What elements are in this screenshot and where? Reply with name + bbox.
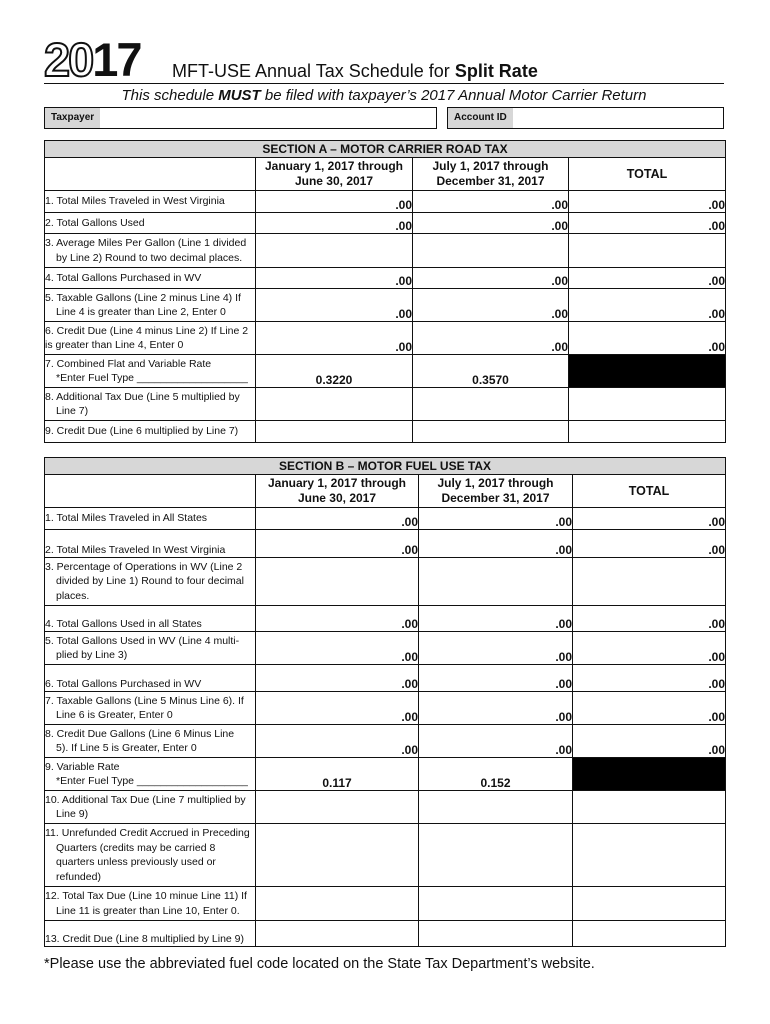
a-row4-desc xyxy=(45,268,256,289)
a-row8-l1: 8. Additional Tax Due (Line 5 multiplied by xyxy=(45,390,240,403)
account-id-input[interactable] xyxy=(513,108,723,128)
b-row5-l2: plied by Line 3) xyxy=(56,649,128,661)
b-row13-l1: 13. Credit Due (Line 8 multiplied by Line 9) xyxy=(45,932,245,945)
a-row2-l1: 2. Total Gallons Used xyxy=(45,216,145,229)
a-row2-c3[interactable]: .00 xyxy=(569,213,726,234)
b-row4-desc xyxy=(45,606,256,632)
section-a-row xyxy=(45,234,726,268)
section-b-row xyxy=(45,665,726,692)
b-row7-desc xyxy=(45,692,256,725)
a-row7-c1: 0.3220 xyxy=(256,355,413,388)
b-col2-line2: December 31, 2017 xyxy=(441,491,550,505)
b-row11-l4: refunded) xyxy=(56,870,101,883)
b-row2-c2[interactable]: .00 xyxy=(419,530,573,558)
a-row9-l1: 9. Credit Due (Line 6 multiplied by Line 7) xyxy=(45,425,239,438)
b-row11-c1[interactable] xyxy=(256,824,419,887)
section-a-row xyxy=(45,322,726,355)
a-row1-desc xyxy=(45,191,256,213)
b-row10-c2[interactable] xyxy=(419,791,573,824)
section-b-row xyxy=(45,791,726,824)
b-row11-c2[interactable] xyxy=(419,824,573,887)
a-row6-desc xyxy=(45,322,256,355)
b-row5-c1[interactable]: .00 xyxy=(256,632,419,665)
a-row8-l2: Line 7) xyxy=(56,405,89,417)
a-row3-l2: by Line 2) Round to two decimal places. xyxy=(56,251,243,264)
b-row4-c3[interactable]: .00 xyxy=(573,606,726,632)
b-row8-c2[interactable]: .00 xyxy=(419,725,573,758)
b-row13-c1[interactable] xyxy=(256,921,419,947)
b-row3-l2: divided by Line 1) Round to four decimal xyxy=(56,575,244,588)
subtitle-pre: This schedule xyxy=(121,87,219,104)
section-a-total-head: TOTAL xyxy=(569,158,726,191)
a-row7-blacked-cell xyxy=(569,355,726,388)
section-b-corner xyxy=(45,475,256,508)
b-row12-c2[interactable] xyxy=(419,887,573,921)
b-row11-l3: quarters unless previously used or xyxy=(56,856,216,868)
section-b-col2-head xyxy=(419,475,573,508)
account-id-label: Account ID xyxy=(448,108,513,128)
b-row6-c1[interactable]: .00 xyxy=(256,665,419,692)
header-rule xyxy=(44,83,724,84)
b-row11-desc xyxy=(45,824,256,887)
a-row9-c2[interactable] xyxy=(413,421,569,443)
b-row11-l1: 11. Unrefunded Credit Accrued in Preceding xyxy=(45,827,250,839)
a-row6-c2[interactable]: .00 xyxy=(413,322,569,355)
b-row10-c1[interactable] xyxy=(256,791,419,824)
account-id-field[interactable] xyxy=(447,107,724,129)
b-col2-line1: July 1, 2017 through xyxy=(437,476,554,490)
b-row6-c3[interactable]: .00 xyxy=(573,665,726,692)
a-row2-c2[interactable]: .00 xyxy=(413,213,569,234)
a-col1-line2: June 30, 2017 xyxy=(294,174,374,188)
section-a-col1-head xyxy=(256,158,413,191)
section-a-row xyxy=(45,421,726,443)
form-subtitle xyxy=(44,87,724,105)
taxpayer-label: Taxpayer xyxy=(45,108,100,128)
section-b-row xyxy=(45,887,726,921)
b-row2-c1[interactable]: .00 xyxy=(256,530,419,558)
section-b-row xyxy=(45,508,726,530)
a-row1-c3[interactable]: .00 xyxy=(569,191,726,213)
a-row3-c1[interactable] xyxy=(256,234,413,268)
b-row12-c1[interactable] xyxy=(256,887,419,921)
a-row4-c3[interactable]: .00 xyxy=(569,268,726,289)
a-row5-c2[interactable]: .00 xyxy=(413,289,569,322)
a-row8-desc xyxy=(45,388,256,421)
b-row12-l1: 12. Total Tax Due (Line 10 minue Line 11) If xyxy=(45,890,247,902)
b-row9-l1: 9. Variable Rate xyxy=(45,760,120,773)
section-a-col2-head xyxy=(413,158,569,191)
form-title xyxy=(172,60,538,82)
b-row9-l2: *Enter Fuel Type ___________________ xyxy=(56,775,248,787)
b-row9-c1: 0.117 xyxy=(256,758,419,791)
a-row5-c1[interactable]: .00 xyxy=(256,289,413,322)
section-a-row xyxy=(45,191,726,213)
section-a-row xyxy=(45,289,726,322)
a-row3-c3[interactable] xyxy=(569,234,726,268)
a-row3-l1: 3. Average Miles Per Gallon (Line 1 divided xyxy=(45,237,247,249)
a-row6-c3[interactable]: .00 xyxy=(569,322,726,355)
b-row4-l1: 4. Total Gallons Used in all States xyxy=(45,617,202,630)
b-row7-c2[interactable]: .00 xyxy=(419,692,573,725)
a-row7-l1: 7. Combined Flat and Variable Rate xyxy=(45,357,212,370)
a-row6-c1[interactable]: .00 xyxy=(256,322,413,355)
b-row3-c2[interactable] xyxy=(419,558,573,606)
section-b-row xyxy=(45,824,726,887)
subtitle-bold: MUST xyxy=(218,87,261,104)
b-row8-c3[interactable]: .00 xyxy=(573,725,726,758)
b-row7-l2: Line 6 is Greater, Enter 0 xyxy=(56,709,173,721)
b-row12-c3[interactable] xyxy=(573,887,726,921)
section-b-row xyxy=(45,758,726,791)
b-row6-l1: 6. Total Gallons Purchased in WV xyxy=(45,677,202,690)
a-row5-l2: Line 4 is greater than Line 2, Enter 0 xyxy=(56,306,226,318)
b-row6-desc xyxy=(45,665,256,692)
b-row2-desc xyxy=(45,530,256,558)
a-row7-c2: 0.3570 xyxy=(413,355,569,388)
b-row3-c1[interactable] xyxy=(256,558,419,606)
b-row2-c3[interactable]: .00 xyxy=(573,530,726,558)
b-row3-c3[interactable] xyxy=(573,558,726,606)
a-row8-c3[interactable] xyxy=(569,388,726,421)
a-row2-c1[interactable]: .00 xyxy=(256,213,413,234)
b-row8-l1: 8. Credit Due Gallons (Line 6 Minus Line xyxy=(45,727,235,740)
a-col2-line2: December 31, 2017 xyxy=(436,174,545,188)
section-a-corner xyxy=(45,158,256,191)
a-row2-desc xyxy=(45,213,256,234)
a-col1-line1: January 1, 2017 through xyxy=(264,159,404,173)
b-row13-c2[interactable] xyxy=(419,921,573,947)
a-row1-c2[interactable]: .00 xyxy=(413,191,569,213)
fuel-code-footnote: *Please use the abbreviated fuel code located on the State Tax Department’s website. xyxy=(44,956,595,972)
b-row12-desc xyxy=(45,887,256,921)
b-row8-c1[interactable]: .00 xyxy=(256,725,419,758)
section-b-row xyxy=(45,558,726,606)
b-row9-c2: 0.152 xyxy=(419,758,573,791)
b-row1-c1[interactable]: .00 xyxy=(256,508,419,530)
b-row10-l2: Line 9) xyxy=(56,808,89,820)
section-a-row xyxy=(45,388,726,421)
form-title-main: MFT-USE Annual Tax Schedule for xyxy=(172,61,455,81)
b-row3-desc xyxy=(45,558,256,606)
b-row8-desc xyxy=(45,725,256,758)
b-row9-blacked-cell xyxy=(573,758,726,791)
a-row1-l1: 1. Total Miles Traveled in West Virginia xyxy=(45,195,225,208)
a-row7-desc xyxy=(45,355,256,388)
subtitle-post: be filed with taxpayer’s 2017 Annual Motor Carrier Return xyxy=(260,87,647,104)
b-row13-desc xyxy=(45,921,256,947)
form-title-bold: Split Rate xyxy=(454,61,538,81)
year-logo xyxy=(44,33,141,86)
section-a-table xyxy=(44,140,726,443)
b-row2-l1: 2. Total Miles Traveled In West Virginia xyxy=(45,543,226,556)
taxpayer-input[interactable] xyxy=(100,108,436,128)
a-col2-line1: July 1, 2017 through xyxy=(432,159,549,173)
b-row4-c2[interactable]: .00 xyxy=(419,606,573,632)
section-a-row xyxy=(45,213,726,234)
b-row11-l2: Quarters (credits may be carried 8 xyxy=(56,841,216,854)
section-b-row xyxy=(45,692,726,725)
a-row9-desc xyxy=(45,421,256,443)
b-row7-c3[interactable]: .00 xyxy=(573,692,726,725)
b-row5-desc xyxy=(45,632,256,665)
section-b-col1-head xyxy=(256,475,419,508)
a-row3-desc xyxy=(45,234,256,268)
b-row3-l3: places. xyxy=(56,589,90,602)
a-row5-desc xyxy=(45,289,256,322)
section-b-row xyxy=(45,725,726,758)
b-row6-c2[interactable]: .00 xyxy=(419,665,573,692)
section-b-row xyxy=(45,606,726,632)
b-row4-c1[interactable]: .00 xyxy=(256,606,419,632)
b-row5-l1: 5. Total Gallons Used in WV (Line 4 multi- xyxy=(45,634,240,647)
a-row3-c2[interactable] xyxy=(413,234,569,268)
b-row1-desc xyxy=(45,508,256,530)
section-b-table xyxy=(44,457,726,947)
year-solid-digits: 17 xyxy=(92,33,141,86)
b-row8-l2: 5). If Line 5 is Greater, Enter 0 xyxy=(56,742,197,754)
section-a-row xyxy=(45,268,726,289)
b-col1-line1: January 1, 2017 through xyxy=(267,476,407,490)
b-row11-c3[interactable] xyxy=(573,824,726,887)
b-row7-l1: 7. Taxable Gallons (Line 5 Minus Line 6). If xyxy=(45,694,244,707)
b-col1-line2: June 30, 2017 xyxy=(297,491,377,505)
year-outline-digits: 20 xyxy=(44,33,93,86)
a-row4-c2[interactable]: .00 xyxy=(413,268,569,289)
section-a-title: SECTION A – MOTOR CARRIER ROAD TAX xyxy=(45,141,726,158)
b-row7-c1[interactable]: .00 xyxy=(256,692,419,725)
b-row3-l1: 3. Percentage of Operations in WV (Line 2 xyxy=(45,560,243,573)
a-row7-l2: *Enter Fuel Type ___________________ xyxy=(56,372,248,384)
a-row4-l1: 4. Total Gallons Purchased in WV xyxy=(45,271,202,284)
a-row8-c1[interactable] xyxy=(256,388,413,421)
a-row1-c1[interactable]: .00 xyxy=(256,191,413,213)
b-row5-c2[interactable]: .00 xyxy=(419,632,573,665)
section-b-row xyxy=(45,921,726,947)
a-row4-c1[interactable]: .00 xyxy=(256,268,413,289)
section-b-total-head: TOTAL xyxy=(573,475,726,508)
b-row1-c2[interactable]: .00 xyxy=(419,508,573,530)
taxpayer-field[interactable] xyxy=(44,107,437,129)
a-row9-c3[interactable] xyxy=(569,421,726,443)
b-row12-l2: Line 11 is greater than Line 10, Enter 0. xyxy=(56,904,240,917)
b-row5-c3[interactable]: .00 xyxy=(573,632,726,665)
section-a-row xyxy=(45,355,726,388)
section-b-title: SECTION B – MOTOR FUEL USE TAX xyxy=(45,458,726,475)
a-row6-l1: 6. Credit Due (Line 4 minus Line 2) If Line 2 xyxy=(45,324,249,337)
b-row13-c3[interactable] xyxy=(573,921,726,947)
b-row1-c3[interactable]: .00 xyxy=(573,508,726,530)
b-row10-c3[interactable] xyxy=(573,791,726,824)
section-b-row xyxy=(45,530,726,558)
b-row10-l1: 10. Additional Tax Due (Line 7 multiplied by xyxy=(45,793,246,806)
a-row6-l2: is greater than Line 4, Enter 0 xyxy=(45,339,184,351)
section-b-row xyxy=(45,632,726,665)
a-row5-l1: 5. Taxable Gallons (Line 2 minus Line 4) If xyxy=(45,291,241,304)
a-row8-c2[interactable] xyxy=(413,388,569,421)
b-row1-l1: 1. Total Miles Traveled in All States xyxy=(45,512,208,525)
a-row5-c3[interactable]: .00 xyxy=(569,289,726,322)
a-row9-c1[interactable] xyxy=(256,421,413,443)
b-row10-desc xyxy=(45,791,256,824)
b-row9-desc xyxy=(45,758,256,791)
